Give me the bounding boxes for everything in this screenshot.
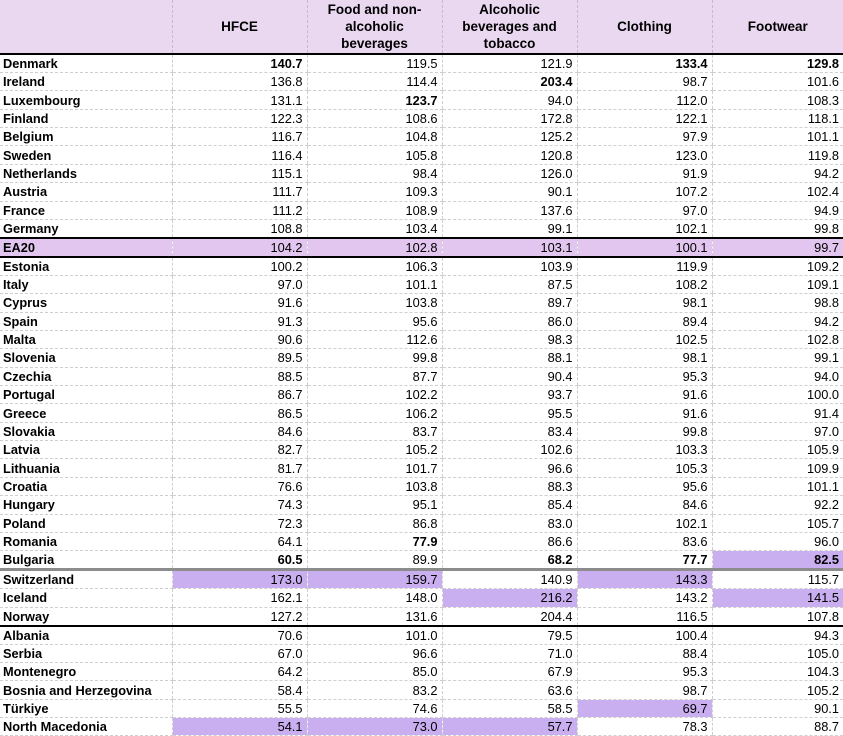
country-name: Slovakia	[0, 422, 172, 440]
value-cell: 162.1	[172, 589, 307, 607]
value-cell: 101.1	[307, 275, 442, 293]
value-cell: 109.9	[712, 459, 843, 477]
value-cell: 69.7	[577, 699, 712, 717]
value-cell: 55.5	[172, 699, 307, 717]
value-cell: 108.9	[307, 201, 442, 219]
value-cell: 119.9	[577, 257, 712, 276]
value-cell: 108.3	[712, 91, 843, 109]
country-name: Italy	[0, 275, 172, 293]
value-cell: 96.0	[712, 532, 843, 550]
country-name: Netherlands	[0, 164, 172, 182]
table-row	[0, 644, 843, 662]
value-cell: 99.7	[712, 238, 843, 257]
value-cell: 102.6	[442, 441, 577, 459]
value-cell: 148.0	[307, 589, 442, 607]
value-cell: 143.2	[577, 589, 712, 607]
value-cell: 95.3	[577, 662, 712, 680]
value-cell: 88.1	[442, 349, 577, 367]
table-row	[0, 257, 843, 276]
country-name: Czechia	[0, 367, 172, 385]
value-cell: 84.6	[577, 496, 712, 514]
value-cell: 72.3	[172, 514, 307, 532]
value-cell: 116.4	[172, 146, 307, 164]
value-cell: 58.5	[442, 699, 577, 717]
country-name: EA20	[0, 238, 172, 257]
value-cell: 105.0	[712, 644, 843, 662]
table-row	[0, 294, 843, 312]
value-cell: 90.1	[712, 699, 843, 717]
value-cell: 106.3	[307, 257, 442, 276]
value-cell: 89.4	[577, 312, 712, 330]
value-cell: 94.0	[712, 367, 843, 385]
table-row	[0, 109, 843, 127]
value-cell: 86.5	[172, 404, 307, 422]
value-cell: 98.4	[307, 164, 442, 182]
value-cell: 95.1	[307, 496, 442, 514]
table-row	[0, 441, 843, 459]
value-cell: 98.1	[577, 349, 712, 367]
country-name: Cyprus	[0, 294, 172, 312]
value-cell: 108.2	[577, 275, 712, 293]
country-name: France	[0, 201, 172, 219]
value-cell: 159.7	[307, 570, 442, 589]
value-cell: 64.1	[172, 532, 307, 550]
table-row	[0, 128, 843, 146]
value-cell: 88.3	[442, 477, 577, 495]
value-cell: 97.0	[577, 201, 712, 219]
value-cell: 126.0	[442, 164, 577, 182]
value-cell: 122.1	[577, 109, 712, 127]
value-cell: 99.8	[712, 219, 843, 238]
value-cell: 123.0	[577, 146, 712, 164]
value-cell: 100.0	[712, 386, 843, 404]
value-cell: 105.7	[712, 514, 843, 532]
table-row	[0, 422, 843, 440]
value-cell: 100.1	[577, 238, 712, 257]
value-cell: 71.0	[442, 644, 577, 662]
value-cell: 101.1	[712, 477, 843, 495]
country-name: Latvia	[0, 441, 172, 459]
value-cell: 109.3	[307, 183, 442, 201]
value-cell: 103.1	[442, 238, 577, 257]
value-cell: 89.7	[442, 294, 577, 312]
value-cell: 102.8	[307, 238, 442, 257]
table-row	[0, 699, 843, 717]
value-cell: 105.2	[712, 681, 843, 699]
value-cell: 100.4	[577, 626, 712, 645]
value-cell: 103.9	[442, 257, 577, 276]
value-cell: 54.1	[172, 718, 307, 736]
value-cell: 204.4	[442, 607, 577, 626]
value-cell: 119.8	[712, 146, 843, 164]
value-cell: 101.7	[307, 459, 442, 477]
country-name: Denmark	[0, 54, 172, 73]
value-cell: 97.0	[172, 275, 307, 293]
value-cell: 129.8	[712, 54, 843, 73]
value-cell: 64.2	[172, 662, 307, 680]
value-cell: 102.5	[577, 330, 712, 348]
value-cell: 87.7	[307, 367, 442, 385]
value-cell: 57.7	[442, 718, 577, 736]
value-cell: 103.4	[307, 219, 442, 238]
value-cell: 121.9	[442, 54, 577, 73]
value-cell: 103.3	[577, 441, 712, 459]
value-cell: 74.6	[307, 699, 442, 717]
header-country	[0, 0, 172, 54]
table-row	[0, 312, 843, 330]
value-cell: 95.6	[577, 477, 712, 495]
value-cell: 74.3	[172, 496, 307, 514]
value-cell: 91.3	[172, 312, 307, 330]
country-name: Norway	[0, 607, 172, 626]
value-cell: 104.2	[172, 238, 307, 257]
value-cell: 79.5	[442, 626, 577, 645]
value-cell: 216.2	[442, 589, 577, 607]
value-cell: 120.8	[442, 146, 577, 164]
table-row	[0, 681, 843, 699]
value-cell: 101.0	[307, 626, 442, 645]
table-row	[0, 275, 843, 293]
value-cell: 85.4	[442, 496, 577, 514]
value-cell: 98.3	[442, 330, 577, 348]
value-cell: 83.7	[307, 422, 442, 440]
table-row	[0, 589, 843, 607]
header-food: Food and non-alcoholic beverages	[307, 0, 442, 54]
table-row	[0, 330, 843, 348]
table-body	[0, 54, 843, 736]
value-cell: 108.6	[307, 109, 442, 127]
value-cell: 63.6	[442, 681, 577, 699]
value-cell: 68.2	[442, 551, 577, 570]
value-cell: 105.3	[577, 459, 712, 477]
value-cell: 82.5	[712, 551, 843, 570]
value-cell: 92.2	[712, 496, 843, 514]
value-cell: 119.5	[307, 54, 442, 73]
header-clothing: Clothing	[577, 0, 712, 54]
country-name: Spain	[0, 312, 172, 330]
table-row	[0, 496, 843, 514]
value-cell: 112.0	[577, 91, 712, 109]
table-row	[0, 349, 843, 367]
value-cell: 91.6	[172, 294, 307, 312]
value-cell: 81.7	[172, 459, 307, 477]
value-cell: 90.4	[442, 367, 577, 385]
value-cell: 88.5	[172, 367, 307, 385]
value-cell: 83.4	[442, 422, 577, 440]
country-name: Romania	[0, 532, 172, 550]
value-cell: 140.9	[442, 570, 577, 589]
table-row	[0, 459, 843, 477]
value-cell: 67.9	[442, 662, 577, 680]
value-cell: 83.2	[307, 681, 442, 699]
value-cell: 137.6	[442, 201, 577, 219]
value-cell: 99.8	[577, 422, 712, 440]
value-cell: 112.6	[307, 330, 442, 348]
value-cell: 102.1	[577, 219, 712, 238]
value-cell: 95.5	[442, 404, 577, 422]
country-name: Bosnia and Herzegovina	[0, 681, 172, 699]
value-cell: 133.4	[577, 54, 712, 73]
value-cell: 114.4	[307, 73, 442, 91]
value-cell: 107.2	[577, 183, 712, 201]
country-name: Montenegro	[0, 662, 172, 680]
value-cell: 91.9	[577, 164, 712, 182]
country-name: Austria	[0, 183, 172, 201]
value-cell: 143.3	[577, 570, 712, 589]
country-name: Luxembourg	[0, 91, 172, 109]
value-cell: 84.6	[172, 422, 307, 440]
country-name: North Macedonia	[0, 718, 172, 736]
value-cell: 116.5	[577, 607, 712, 626]
table-row	[0, 91, 843, 109]
table-row	[0, 607, 843, 626]
value-cell: 173.0	[172, 570, 307, 589]
table-row	[0, 183, 843, 201]
value-cell: 98.7	[577, 681, 712, 699]
value-cell: 94.9	[712, 201, 843, 219]
value-cell: 131.6	[307, 607, 442, 626]
table-row	[0, 386, 843, 404]
value-cell: 86.6	[442, 532, 577, 550]
country-name: Estonia	[0, 257, 172, 276]
value-cell: 97.0	[712, 422, 843, 440]
table-row	[0, 73, 843, 91]
value-cell: 172.8	[442, 109, 577, 127]
value-cell: 102.1	[577, 514, 712, 532]
country-name: Slovenia	[0, 349, 172, 367]
value-cell: 94.2	[712, 164, 843, 182]
table-row	[0, 164, 843, 182]
value-cell: 83.0	[442, 514, 577, 532]
table-row	[0, 404, 843, 422]
value-cell: 104.8	[307, 128, 442, 146]
value-cell: 77.9	[307, 532, 442, 550]
table-row	[0, 477, 843, 495]
value-cell: 87.5	[442, 275, 577, 293]
country-name: Germany	[0, 219, 172, 238]
table-row	[0, 551, 843, 570]
value-cell: 94.3	[712, 626, 843, 645]
value-cell: 88.7	[712, 718, 843, 736]
country-name: Ireland	[0, 73, 172, 91]
value-cell: 86.8	[307, 514, 442, 532]
value-cell: 91.6	[577, 404, 712, 422]
country-name: Serbia	[0, 644, 172, 662]
value-cell: 104.3	[712, 662, 843, 680]
value-cell: 102.8	[712, 330, 843, 348]
value-cell: 102.2	[307, 386, 442, 404]
value-cell: 94.0	[442, 91, 577, 109]
country-name: Finland	[0, 109, 172, 127]
value-cell: 103.8	[307, 294, 442, 312]
value-cell: 95.3	[577, 367, 712, 385]
value-cell: 116.7	[172, 128, 307, 146]
country-name: Albania	[0, 626, 172, 645]
value-cell: 111.2	[172, 201, 307, 219]
value-cell: 90.1	[442, 183, 577, 201]
table-row	[0, 367, 843, 385]
header-footwear: Footwear	[712, 0, 843, 54]
value-cell: 67.0	[172, 644, 307, 662]
value-cell: 140.7	[172, 54, 307, 73]
value-cell: 93.7	[442, 386, 577, 404]
value-cell: 105.2	[307, 441, 442, 459]
table-row	[0, 626, 843, 645]
value-cell: 111.7	[172, 183, 307, 201]
table-row	[0, 662, 843, 680]
value-cell: 203.4	[442, 73, 577, 91]
value-cell: 78.3	[577, 718, 712, 736]
value-cell: 101.1	[712, 128, 843, 146]
value-cell: 70.6	[172, 626, 307, 645]
value-cell: 107.8	[712, 607, 843, 626]
value-cell: 99.1	[442, 219, 577, 238]
value-cell: 123.7	[307, 91, 442, 109]
value-cell: 76.6	[172, 477, 307, 495]
value-cell: 99.8	[307, 349, 442, 367]
header-hfce: HFCE	[172, 0, 307, 54]
country-name: Bulgaria	[0, 551, 172, 570]
value-cell: 73.0	[307, 718, 442, 736]
value-cell: 131.1	[172, 91, 307, 109]
value-cell: 97.9	[577, 128, 712, 146]
value-cell: 105.8	[307, 146, 442, 164]
value-cell: 82.7	[172, 441, 307, 459]
header-row	[0, 0, 843, 54]
table-row	[0, 718, 843, 736]
value-cell: 115.7	[712, 570, 843, 589]
value-cell: 99.1	[712, 349, 843, 367]
table-row	[0, 532, 843, 550]
value-cell: 109.2	[712, 257, 843, 276]
value-cell: 85.0	[307, 662, 442, 680]
value-cell: 109.1	[712, 275, 843, 293]
country-name: Iceland	[0, 589, 172, 607]
value-cell: 115.1	[172, 164, 307, 182]
country-name: Portugal	[0, 386, 172, 404]
value-cell: 86.0	[442, 312, 577, 330]
value-cell: 89.5	[172, 349, 307, 367]
value-cell: 105.9	[712, 441, 843, 459]
value-cell: 108.8	[172, 219, 307, 238]
table-row	[0, 54, 843, 73]
value-cell: 91.6	[577, 386, 712, 404]
country-name: Hungary	[0, 496, 172, 514]
value-cell: 89.9	[307, 551, 442, 570]
value-cell: 106.2	[307, 404, 442, 422]
value-cell: 95.6	[307, 312, 442, 330]
value-cell: 141.5	[712, 589, 843, 607]
value-cell: 102.4	[712, 183, 843, 201]
value-cell: 90.6	[172, 330, 307, 348]
value-cell: 58.4	[172, 681, 307, 699]
country-name: Switzerland	[0, 570, 172, 589]
value-cell: 101.6	[712, 73, 843, 91]
table-row	[0, 514, 843, 532]
value-cell: 98.8	[712, 294, 843, 312]
value-cell: 118.1	[712, 109, 843, 127]
value-cell: 100.2	[172, 257, 307, 276]
value-cell: 136.8	[172, 73, 307, 91]
country-name: Belgium	[0, 128, 172, 146]
country-name: Sweden	[0, 146, 172, 164]
value-cell: 125.2	[442, 128, 577, 146]
table-row	[0, 201, 843, 219]
value-cell: 94.2	[712, 312, 843, 330]
country-name: Poland	[0, 514, 172, 532]
country-name: Croatia	[0, 477, 172, 495]
country-name: Türkiye	[0, 699, 172, 717]
value-cell: 98.1	[577, 294, 712, 312]
country-name: Malta	[0, 330, 172, 348]
value-cell: 91.4	[712, 404, 843, 422]
header-alcohol: Alcoholic beverages and tobacco	[442, 0, 577, 54]
country-name: Lithuania	[0, 459, 172, 477]
value-cell: 98.7	[577, 73, 712, 91]
value-cell: 96.6	[307, 644, 442, 662]
value-cell: 83.6	[577, 532, 712, 550]
table-row	[0, 146, 843, 164]
value-cell: 96.6	[442, 459, 577, 477]
value-cell: 77.7	[577, 551, 712, 570]
value-cell: 122.3	[172, 109, 307, 127]
value-cell: 88.4	[577, 644, 712, 662]
country-name: Greece	[0, 404, 172, 422]
table-row	[0, 238, 843, 257]
value-cell: 86.7	[172, 386, 307, 404]
value-cell: 103.8	[307, 477, 442, 495]
value-cell: 60.5	[172, 551, 307, 570]
table-row	[0, 570, 843, 589]
value-cell: 127.2	[172, 607, 307, 626]
table-row	[0, 219, 843, 238]
